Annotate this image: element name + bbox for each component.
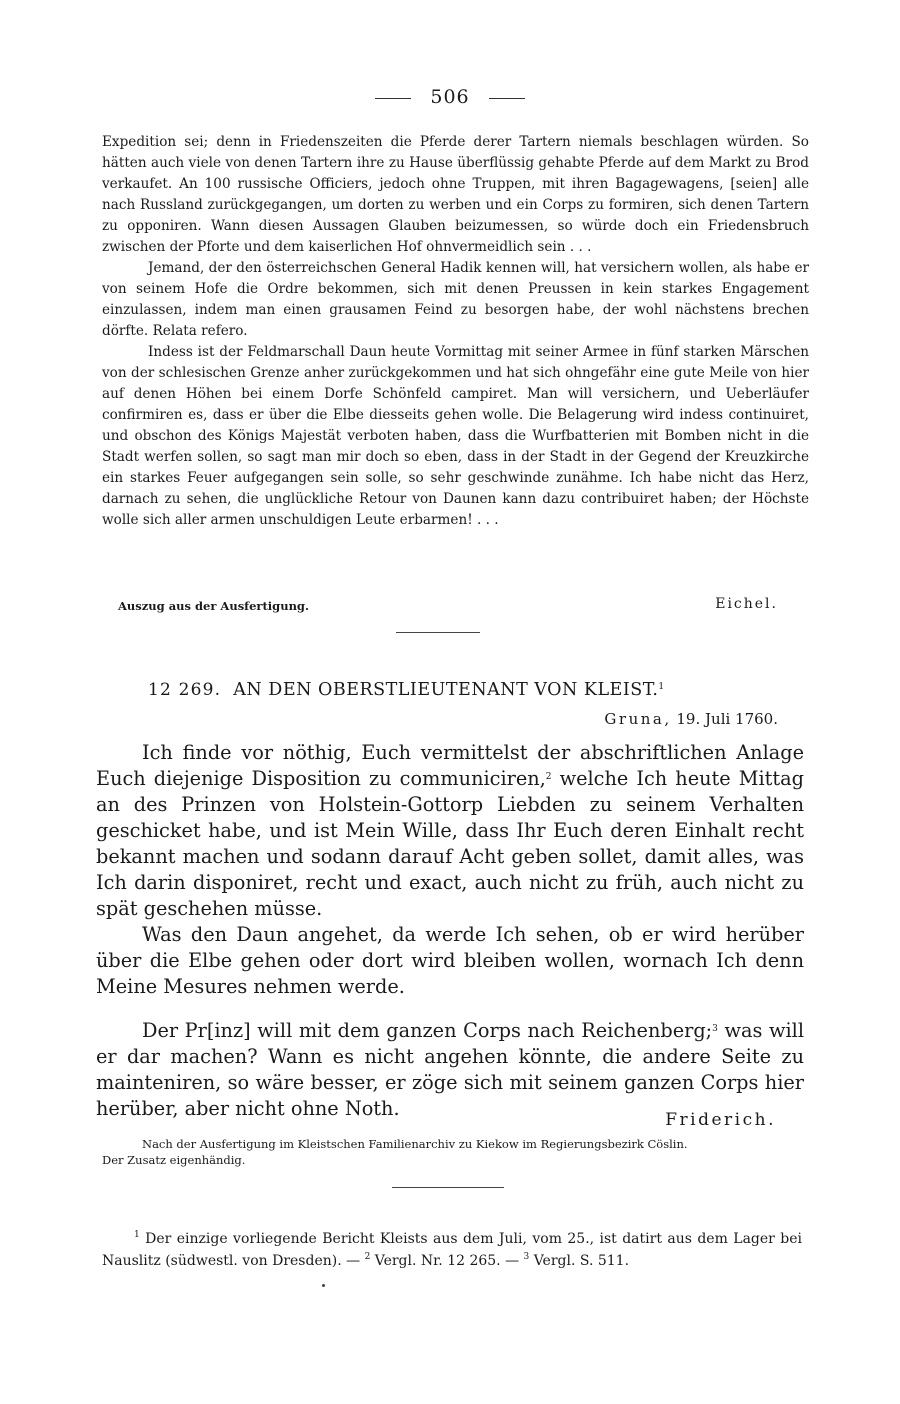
footnote-marker: 2 [364,1252,371,1262]
paragraph: Jemand, der den österreichschen General Hadik kennen will, hat versichern wollen, als habe er von seinem Hofe die Ordre bekommen, sich mit denen Preussen in kein starkes Engagement einzulassen, indem man einen grausamen Feind zu besorgen habe, der wohl nächstens brechen dörfte. Relata refero. [102,260,809,339]
header-rule-left [375,98,411,99]
text-run: Der Pr[inz] will mit dem ganzen Corps nach Reichenberg; [142,1019,713,1042]
source-note: Auszug aus der Ausfertigung. [118,599,309,613]
text-run: welche Ich heute Mittag an des Prinzen von Holstein-Gottorp Liebden zu seinem Verhalten geschicket habe, und ist Mein Wille, dass Ihr Euch deren Einhalt recht bekannt machen und sodann darauf Acht geben sollet, damit alles, was Ich darin disponiret, recht und exact, auch nicht zu früh, auch nicht zu spät geschehen müsse. [96,767,804,920]
footnote-text: Vergl. S. 511. [529,1253,630,1269]
letter-dateline [604,710,778,728]
footnote-marker: 3 [523,1252,530,1262]
letter-date: 19. Juli 1760. [676,710,778,728]
previous-document-text [102,132,809,531]
source-line: Der Zusatz eigenhändig. [102,1153,246,1167]
signature: Eichel. [715,596,778,612]
source-line: Nach der Ausfertigung im Kleistschen Familienarchiv zu Kiekow im Regierungsbezirk Cöslin. [142,1137,688,1151]
text-run: was will er dar machen? Wann es nicht angehen könnte, die andere Seite zu mainteniren, so wäre besser, er zöge sich mit seinem ganzen Corps hier herüber, aber nicht ohne Noth. [96,1019,804,1120]
page-header [0,86,900,108]
letter-number: 12 269. [148,680,222,700]
text-run: Ich finde vor nöthig, Euch vermittelst der abschriftlichen Anlage Euch diejenige Disposition zu communiciren, [96,741,804,790]
header-rule-right [489,98,525,99]
footnote-marker: 2 [545,772,552,782]
letter-place: Gruna, [604,710,672,728]
letter-body [96,740,804,1000]
footnote-marker: 3 [712,1024,718,1034]
letter-title: AN DEN OBERSTLIEUTENANT VON KLEIST. [233,680,659,700]
footnote-paragraph [102,1228,802,1272]
paragraph: Was den Daun angehet, da werde Ich sehen, ob er wird herüber über die Elbe gehen oder dort wird bleiben wollen, wornach Ich denn Meine Mesures nehmen werde. [96,923,804,998]
section-divider [396,632,480,633]
footnotes [102,1228,802,1272]
page-number: 506 [430,86,470,108]
footnote-marker: 1 [134,1230,140,1240]
paragraph: Expedition sei; denn in Friedenszeiten die Pferde derer Tartern niemals beschlagen würden. So hätten auch viele von denen Tartern ihre zu Hause überflüssig gehabte Pferde auf dem Markt zu Brod verkaufet. An 100 russische Officiers, jedoch ohne Truppen, mit ihren Bagagewagens, [seien] alle nach Russland zurückgegangen, um dorten zu werben und ein Corps zu formiren, sich denen Tartern zu opponiren. Wann diesen Aussagen Glauben beizumessen, so würde doch ein Friedensbruch zwischen der Pforte und dem kaiserlichen Hof ohnvermeidlich sein . . . [102,134,809,255]
letter-postscript [96,1018,804,1122]
footnote-divider [392,1187,504,1188]
letter-source-note [102,1136,802,1168]
footnote-marker: 1 [658,682,665,692]
footnote-text: Der einzige vorliegende Bericht Kleists aus dem Juli, vom 25., ist datirt aus dem Lager bei Nauslitz (südwestl. von Dresden). — [102,1231,802,1269]
letter-signature: Friderich. [665,1110,776,1130]
paragraph [96,740,804,922]
footnote-text: Vergl. Nr. 12 265. — [370,1253,524,1269]
paragraph [96,1018,804,1122]
paragraph: Indess ist der Feldmarschall Daun heute Vormittag mit seiner Armee in fünf starken Märschen von der schlesischen Grenze anher zurückgekommen und hat sich ohngefähr eine gute Meile von hier auf denen Höhen bei einem Dorfe Schönfeld campiret. Man will versichern, und Ueberläufer confirmiren es, dass er über die Elbe diesseits gehen wolle. Die Belagerung wird indess continuiret, und obschon des Königs Majestät verboten haben, dass die Wurfbatterien mit Bomben nicht in die Stadt werfen sollen, so sagt man mir doch so eben, dass in der Stadt in der Gegend der Kreuzkirche ein starkes Feuer aufgegangen sein solle, so sehr geschwinde zunähme. Ich habe nicht das Herz, darnach zu sehen, die unglückliche Retour von Daunen kann dazu contribuiret haben; der Höchste wolle sich aller armen unschuldigen Leute erbarmen! . . . [102,344,809,528]
letter-heading [148,680,665,700]
print-speck [322,1284,325,1287]
